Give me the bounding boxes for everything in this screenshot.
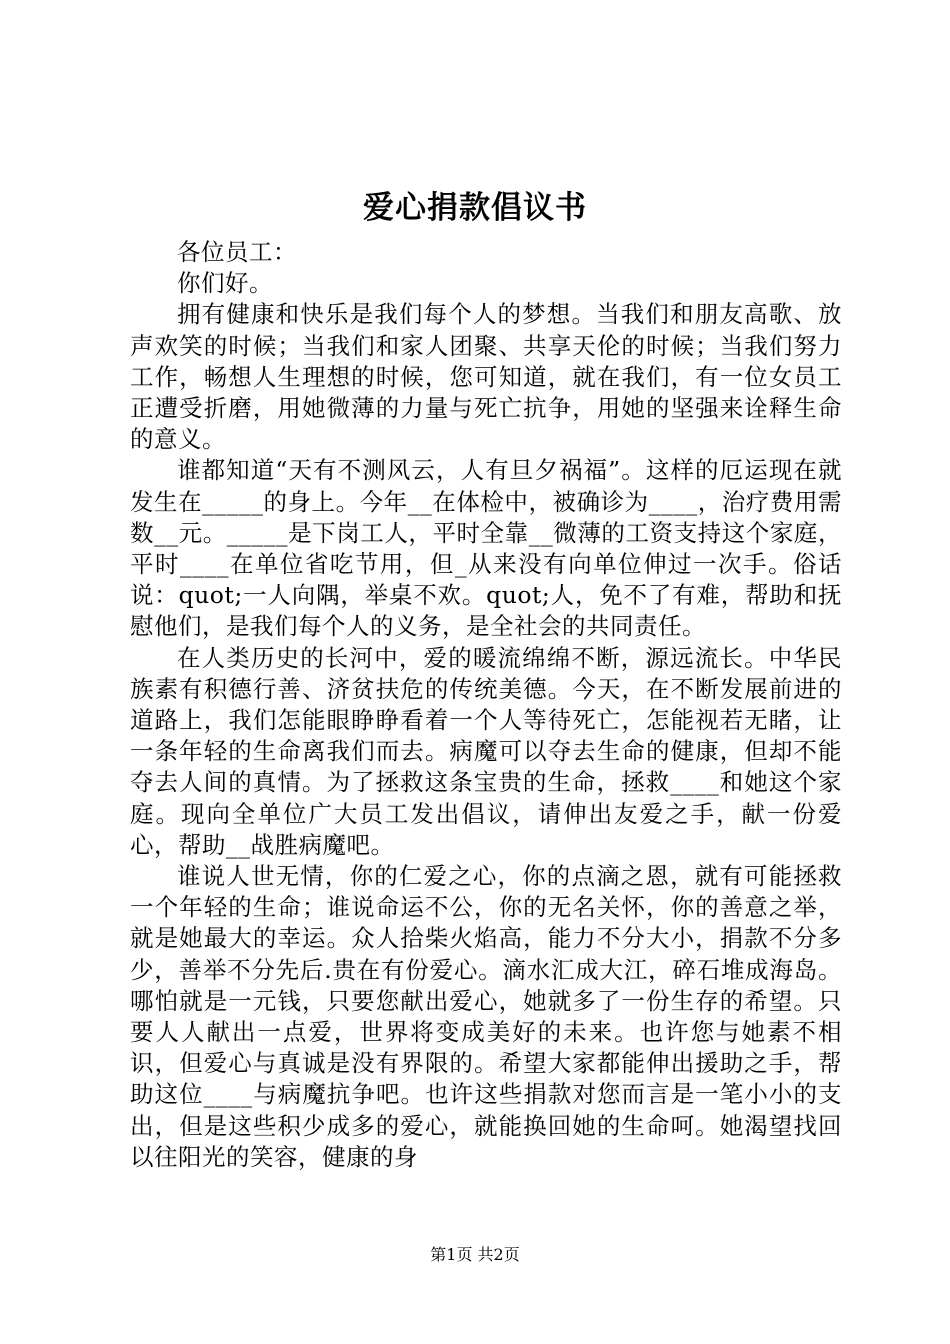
document-title: 爱心捐款倡议书 [363,190,587,226]
salutation: 各位员工： [177,238,297,266]
greeting: 你们好。 [177,269,273,298]
document-body [130,237,842,1173]
page-footer: 第1页 共2页 [430,1245,520,1264]
body-paragraph: 谁都知道“天有不测风云，人有旦夕祸福”。这样的厄运现在就发生在_____的身上。今年__在体检中，被确诊为____，治疗费用需数__元。_____是下岗工人，平时全靠__微薄的工资支持这个家庭，平时____在单位省吃节用，但_从来没有向单位伸过一次手。俗话说：quot;一人向隅，举桌不欢。quot;人，免不了有难，帮助和抚慰他们，是我们每个人的义务，是全社会的共同责任。 [130,456,842,641]
body-paragraph: 在人类历史的长河中，爱的暖流绵绵不断，源远流长。中华民族素有积德行善、济贫扶危的传统美德。今天，在不断发展前进的道路上，我们怎能眼睁睁看着一个人等待死亡，怎能视若无睹，让一条年轻的生命离我们而去。病魔可以夺去生命的健康，但却不能夺去人间的真情。为了拯救这条宝贵的生命，拯救____和她这个家庭。现向全单位广大员工发出倡议，请伸出友爱之手，献一份爱心，帮助__战胜病魔吧。 [130,643,842,859]
body-paragraph: 谁说人世无情，你的仁爱之心，你的点滴之恩，就有可能拯救一个年轻的生命；谁说命运不公，你的无名关怀，你的善意之举，就是她最大的幸运。众人拾柴火焰高，能力不分大小，捐款不分多少，善举不分先后.贵在有份爱心。滴水汇成大江，碎石堆成海岛。哪怕就是一元钱，只要您献出爱心，她就多了一份生存的希望。只要人人献出一点爱，世界将变成美好的未来。也许您与她素不相识，但爱心与真诚是没有界限的。希望大家都能伸出援助之手，帮助这位____与病魔抗争吧。也许这些捐款对您而言是一笔小小的支出，但是这些积少成多的爱心，就能换回她的生命呵。她渴望找回以往阳光的笑容，健康的身 [130,862,842,1171]
body-paragraph: 拥有健康和快乐是我们每个人的梦想。当我们和朋友高歌、放声欢笑的时候；当我们和家人团聚、共享天伦的时候；当我们努力工作，畅想人生理想的时候，您可知道，就在我们，有一位女员工正遭受折磨，用她微薄的力量与死亡抗争，用她的坚强来诠释生命的意义。 [130,300,842,454]
